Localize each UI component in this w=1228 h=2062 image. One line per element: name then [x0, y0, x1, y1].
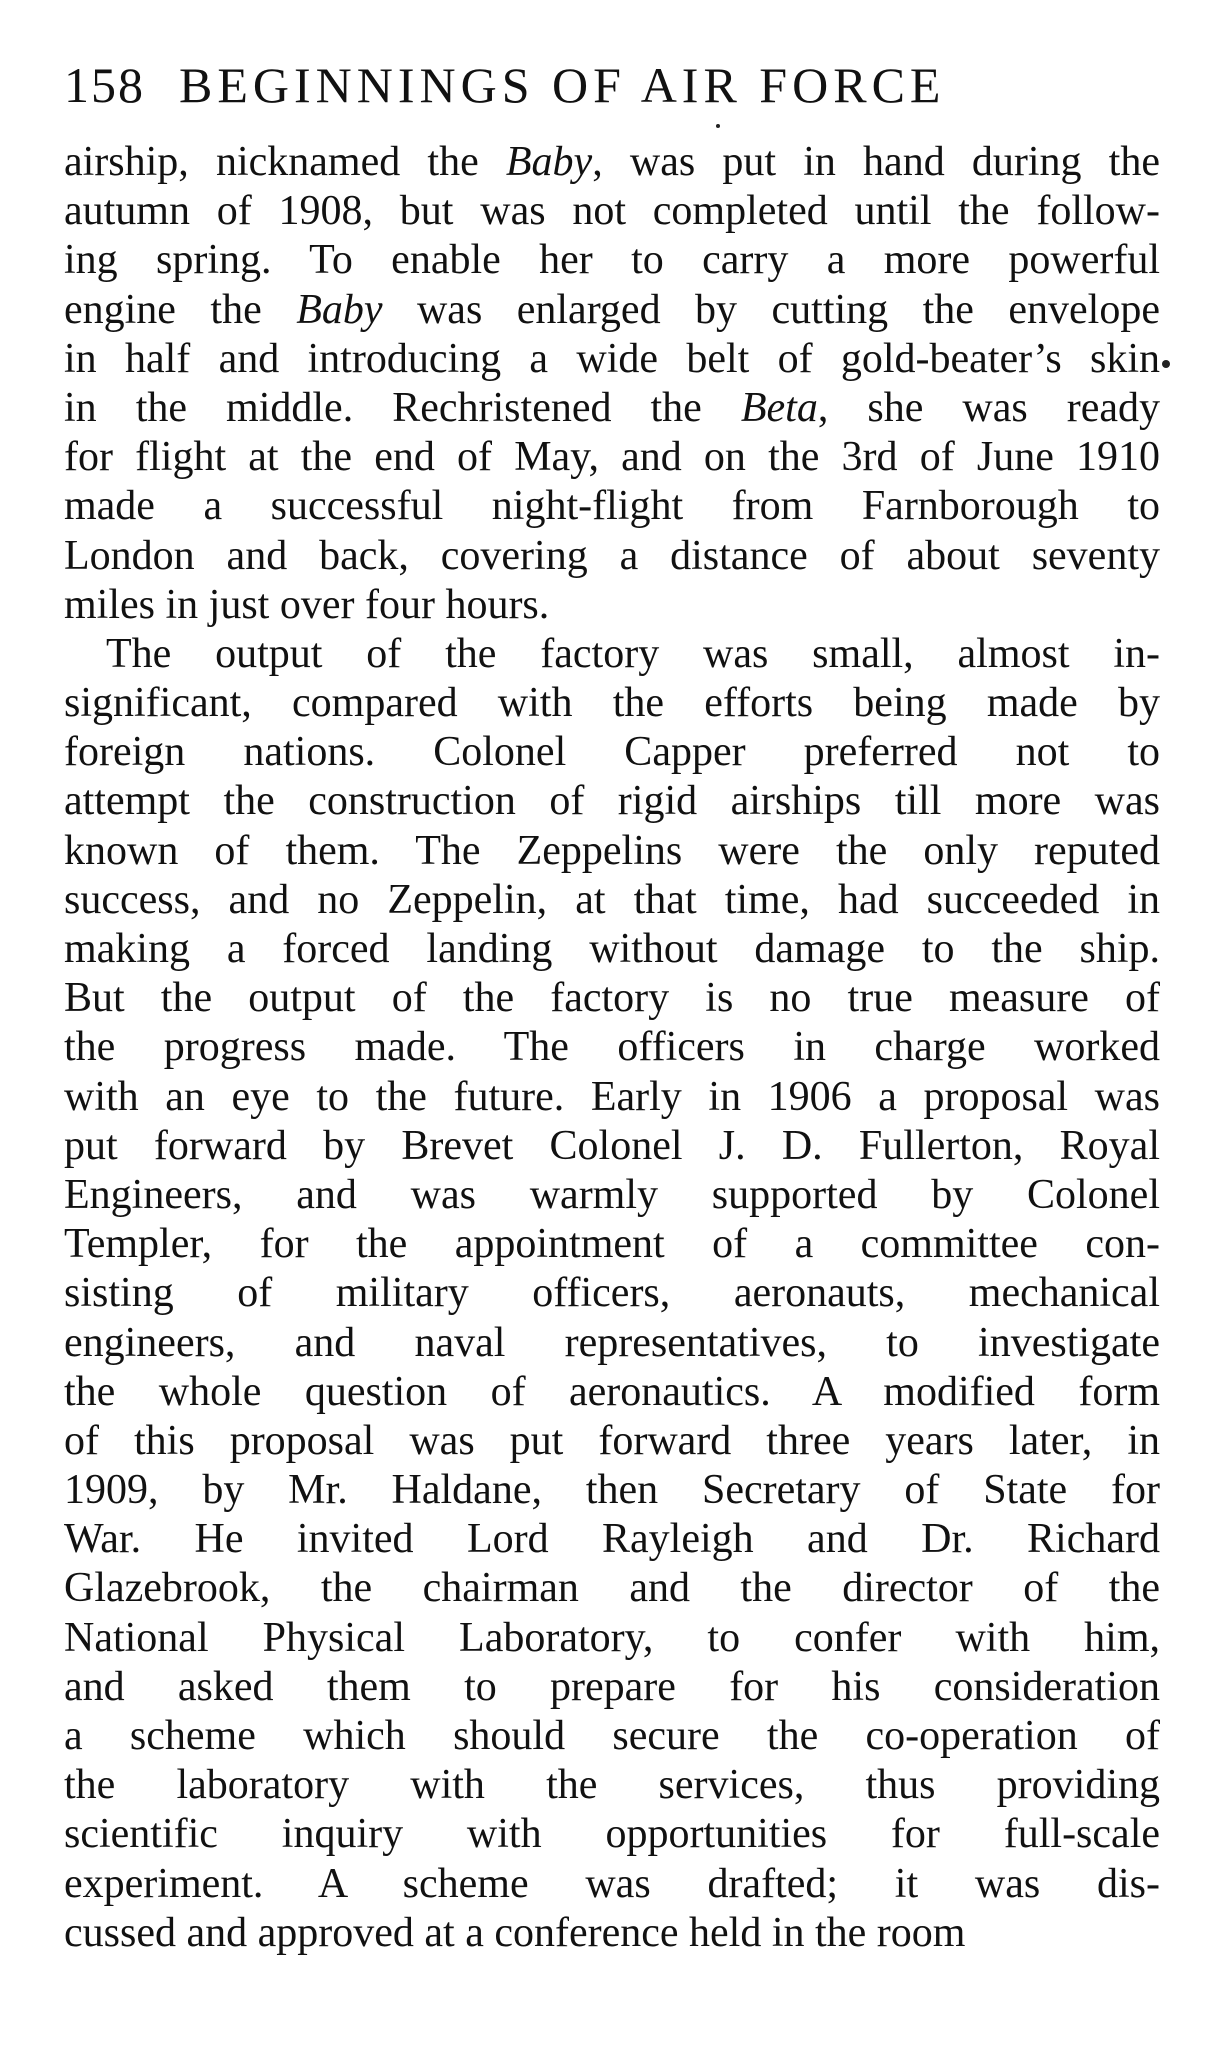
text-segment: significant, compared with the efforts being made by [64, 680, 1160, 727]
text-segment: and asked them to prepare for his consideration [64, 1663, 1160, 1710]
text-line [64, 1466, 1160, 1515]
text-segment: London and back, covering a distance of about seventy [64, 532, 1160, 579]
text-segment: of this proposal was put forward three years later, in [64, 1417, 1160, 1464]
text-segment: Glazebrook, the chairman and the director of the [64, 1565, 1160, 1612]
text-line [64, 236, 1160, 285]
text-line [64, 1860, 1160, 1909]
text-segment: with an eye to the future. Early in 1906 a proposal was [64, 1073, 1160, 1120]
text-line [64, 1023, 1160, 1072]
text-segment: in the middle. Rechristened the [64, 384, 741, 431]
text-segment: made a successful night-flight from Farnborough to [64, 483, 1160, 530]
text-line [64, 1712, 1160, 1761]
print-speck [1162, 360, 1170, 368]
print-speck [716, 124, 720, 128]
text-line [64, 1417, 1160, 1466]
text-line [64, 1319, 1160, 1368]
text-segment: miles in just over four hours. [64, 581, 550, 628]
text-segment: attempt the construction of rigid airships till more was [64, 778, 1160, 825]
text-segment: the whole question of aeronautics. A modified form [64, 1368, 1160, 1415]
text-segment: , she was ready [817, 384, 1161, 431]
text-line [64, 1269, 1160, 1318]
text-segment: put forward by Brevet Colonel J. D. Fullerton, Royal [64, 1122, 1160, 1169]
text-line [64, 1614, 1160, 1663]
text-line [64, 1564, 1160, 1613]
text-line [64, 138, 1160, 187]
text-segment: making a forced landing without damage to the ship. [64, 926, 1160, 972]
text-line [64, 1663, 1160, 1712]
text-segment: National Physical Laboratory, to confer with him, [64, 1614, 1160, 1661]
paragraph-1 [64, 138, 1160, 630]
text-line [64, 1909, 1160, 1958]
text-line [64, 433, 1160, 482]
text-segment: Engineers, and was warmly supported by Colonel [64, 1171, 1160, 1218]
text-segment: War. He invited Lord Rayleigh and Dr. Richard [64, 1516, 1160, 1563]
text-line [64, 532, 1160, 581]
text-segment: 1909, by Mr. Haldane, then Secretary of State for [64, 1467, 1160, 1514]
body-text [64, 138, 1160, 1958]
text-line [64, 335, 1160, 384]
text-segment: foreign nations. Colonel Capper preferred not to [64, 729, 1160, 776]
text-line [64, 1515, 1160, 1564]
text-segment: success, and no Zeppelin, at that time, had succeeded in [64, 876, 1160, 923]
page-header-title: BEGINNINGS OF AIR FORCE [179, 57, 946, 113]
text-line [64, 1810, 1160, 1859]
paragraph-2 [64, 630, 1160, 1958]
text-line [64, 1073, 1160, 1122]
text-line [64, 1122, 1160, 1171]
text-segment: sisting of military officers, aeronauts, mechanical [64, 1270, 1160, 1317]
text-segment: , was put in hand during the [592, 139, 1160, 185]
text-segment: cussed and approved at a conference held in the room [64, 1909, 966, 1956]
text-line [64, 876, 1160, 925]
text-segment: scientific inquiry with opportunities for full-scale [64, 1811, 1160, 1858]
text-segment: the progress made. The officers in charge worked [64, 1024, 1160, 1071]
text-line [64, 1171, 1160, 1220]
text-segment: But the output of the factory is no true measure of [64, 975, 1160, 1022]
text-line [64, 827, 1160, 876]
text-segment: engine the [64, 286, 297, 333]
text-line [64, 777, 1160, 826]
text-segment: in half and introducing a wide belt of gold-beater’s skin [64, 335, 1160, 382]
text-segment: the laboratory with the services, thus providing [64, 1762, 1160, 1809]
text-segment: The output of the factory was small, almost in- [106, 630, 1160, 677]
text-line [64, 286, 1160, 335]
running-head [64, 50, 1164, 120]
text-line [64, 482, 1160, 531]
text-line [64, 581, 1160, 630]
page-number: 158 [64, 57, 145, 113]
text-line [64, 1220, 1160, 1269]
text-segment: known of them. The Zeppelins were the only reputed [64, 827, 1160, 874]
text-line [64, 384, 1160, 433]
text-segment: Templer, for the appointment of a committee con- [64, 1221, 1160, 1268]
text-line [64, 974, 1160, 1023]
text-segment: airship, nicknamed the [64, 139, 506, 185]
text-line [64, 630, 1160, 679]
italic-name: Baby [296, 286, 383, 333]
text-line [64, 925, 1160, 974]
text-segment: engineers, and naval representatives, to investigate [64, 1319, 1160, 1366]
text-segment: experiment. A scheme was drafted; it was dis- [64, 1860, 1160, 1907]
text-line [64, 187, 1160, 236]
text-line [64, 1761, 1160, 1810]
text-segment: ing spring. To enable her to carry a more powerful [64, 237, 1160, 284]
text-line [64, 679, 1160, 728]
italic-name: Baby [505, 139, 593, 185]
text-segment: autumn of 1908, but was not completed until the follow- [64, 188, 1160, 235]
text-line [64, 728, 1160, 777]
text-segment: for flight at the end of May, and on the 3rd of June 1910 [64, 434, 1160, 481]
text-segment: a scheme which should secure the co-operation of [64, 1713, 1160, 1759]
italic-name: Beta [740, 384, 818, 431]
text-segment: was enlarged by cutting the envelope [382, 286, 1160, 333]
text-line [64, 1368, 1160, 1417]
